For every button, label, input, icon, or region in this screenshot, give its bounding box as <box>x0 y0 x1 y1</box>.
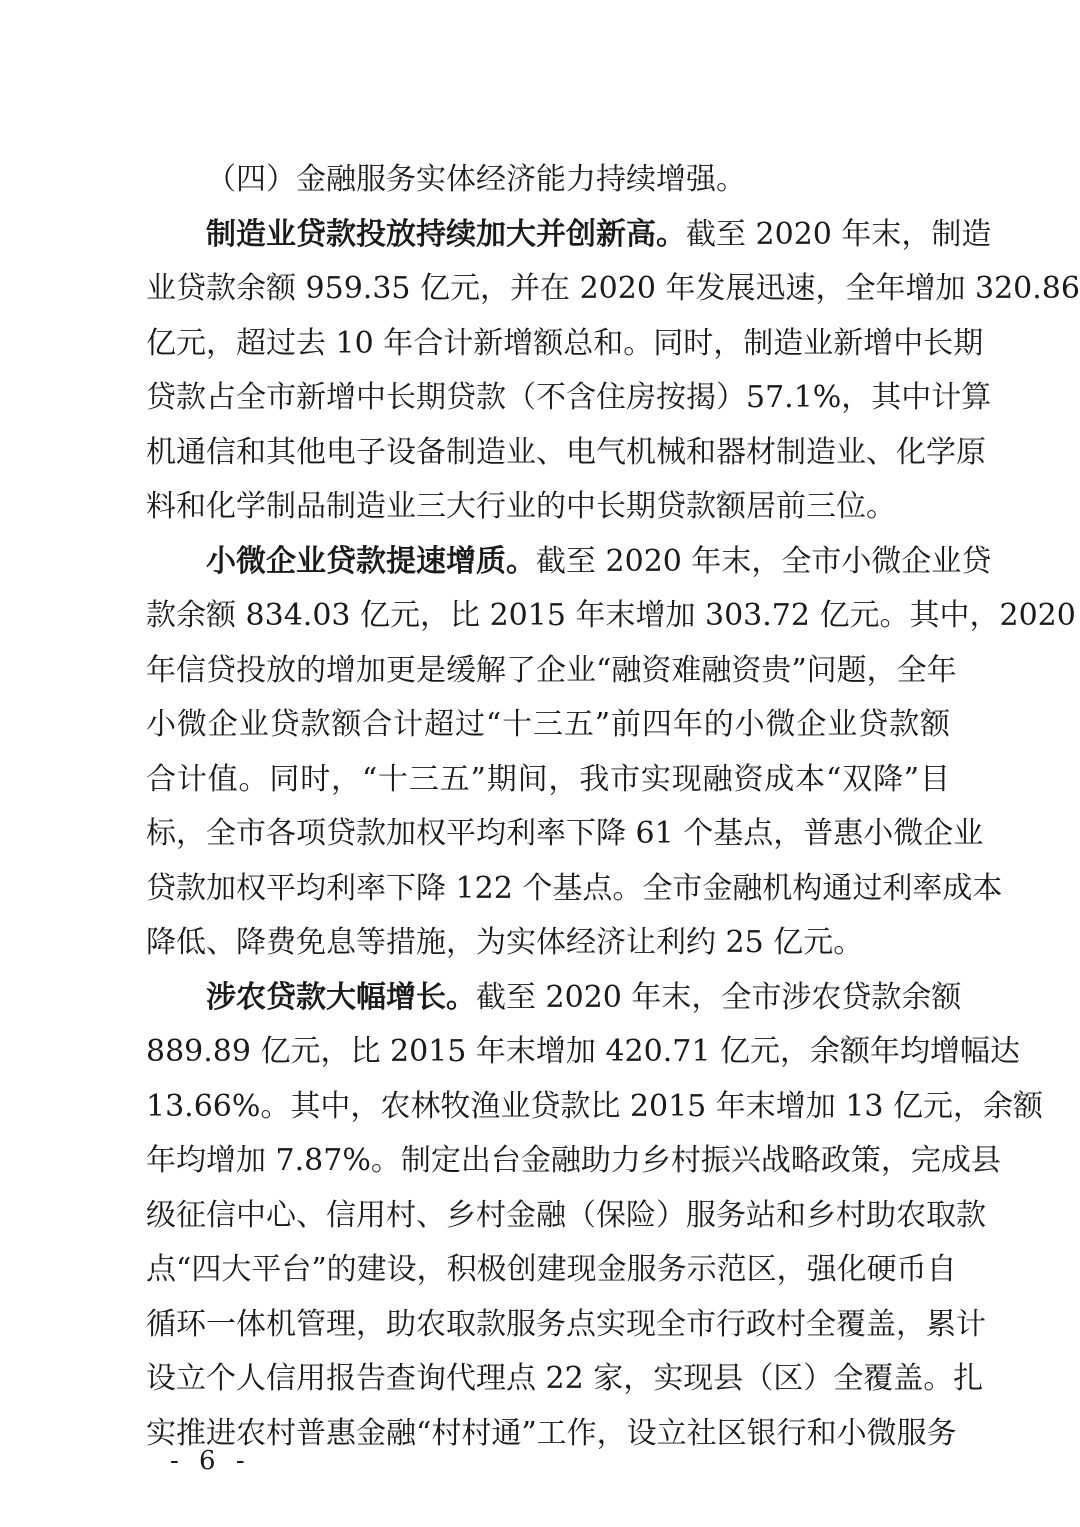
paragraph-2-lead: 小微企业贷款提速增质。 <box>206 543 536 579</box>
paragraph-1-line-4: 贷款占全市新增中长期贷款（不含住房按揭）57.1%，其中计算 <box>146 380 992 415</box>
paragraph-3-line-6: 点“四大平台”的建设，积极创建现金服务示范区，强化硬币自 <box>146 1252 957 1287</box>
paragraph-1-line-3: 亿元，超过去 10 年合计新增额总和。同时，制造业新增中长期 <box>146 325 984 361</box>
paragraph-3-line-1 <box>146 971 962 1026</box>
page-number: - 6 - <box>170 1446 251 1476</box>
paragraph-3-lead: 涉农贷款大幅增长。 <box>206 979 476 1015</box>
paragraph-1-line-5: 机通信和其他电子设备制造业、电气机械和器材制造业、化学原 <box>146 434 986 470</box>
paragraph-3-line-3: 13.66%。其中，农林牧渔业贷款比 2015 年末增加 13 亿元，余额 <box>146 1088 1044 1124</box>
paragraph-3-line-9: 实推进农村普惠金融“村村通”工作，设立社区银行和小微服务 <box>146 1415 957 1451</box>
paragraph-1-line-2: 业贷款余额 959.35 亿元，并在 2020 年发展迅速，全年增加 320.86 <box>146 271 1080 306</box>
paragraph-1-lead: 制造业贷款投放持续加大并创新高。 <box>206 216 686 252</box>
paragraph-2-line-3: 年信贷投放的增加更是缓解了企业“融资难融资贵”问题，全年 <box>146 652 957 688</box>
paragraph-3-line-8: 设立个人信用报告查询代理点 22 家，实现县（区）全覆盖。扎 <box>146 1361 984 1396</box>
paragraph-2-line-8: 降低、降费免息等措施，为实体经济让利约 25 亿元。 <box>146 925 864 960</box>
paragraph-3-line-2: 889.89 亿元，比 2015 年末增加 420.71 亿元，余额年均增幅达 <box>146 1034 1020 1069</box>
paragraph-2-line-4: 小微企业贷款额合计超过“十三五”前四年的小微企业贷款额 <box>146 707 950 742</box>
paragraph-1-line-1 <box>146 208 992 263</box>
paragraph-2-line-7: 贷款加权平均利率下降 122 个基点。全市金融机构通过利率成本 <box>146 870 1003 906</box>
paragraph-2-line-6: 标，全市各项贷款加权平均利率下降 61 个基点，普惠小微企业 <box>146 816 984 851</box>
paragraph-1-text: 截至 2020 年末，制造 <box>686 216 992 252</box>
paragraph-1-line-6: 料和化学制品制造业三大行业的中长期贷款额居前三位。 <box>146 489 896 524</box>
paragraph-3-text: 截至 2020 年末，全市涉农贷款余额 <box>476 979 962 1015</box>
paragraph-3-line-5: 级征信中心、信用村、乡村金融（保险）服务站和乡村助农取款 <box>146 1197 986 1233</box>
paragraph-2-line-5: 合计值。同时，“十三五”期间，我市实现融资成本“双降”目 <box>146 761 950 797</box>
document-body <box>146 153 1080 1461</box>
paragraph-2-text: 截至 2020 年末，全市小微企业贷 <box>536 543 992 579</box>
section-heading: （四）金融服务实体经济能力持续增强。 <box>206 162 746 197</box>
paragraph-2-line-1 <box>146 535 992 590</box>
paragraph-3-line-4: 年均增加 7.87%。制定出台金融助力乡村振兴战略政策，完成县 <box>146 1143 1001 1178</box>
paragraph-3-line-7: 循环一体机管理，助农取款服务点实现全市行政村全覆盖，累计 <box>146 1306 986 1342</box>
paragraph-2-line-2: 款余额 834.03 亿元，比 2015 年末增加 303.72 亿元。其中，2020 <box>146 598 1076 633</box>
